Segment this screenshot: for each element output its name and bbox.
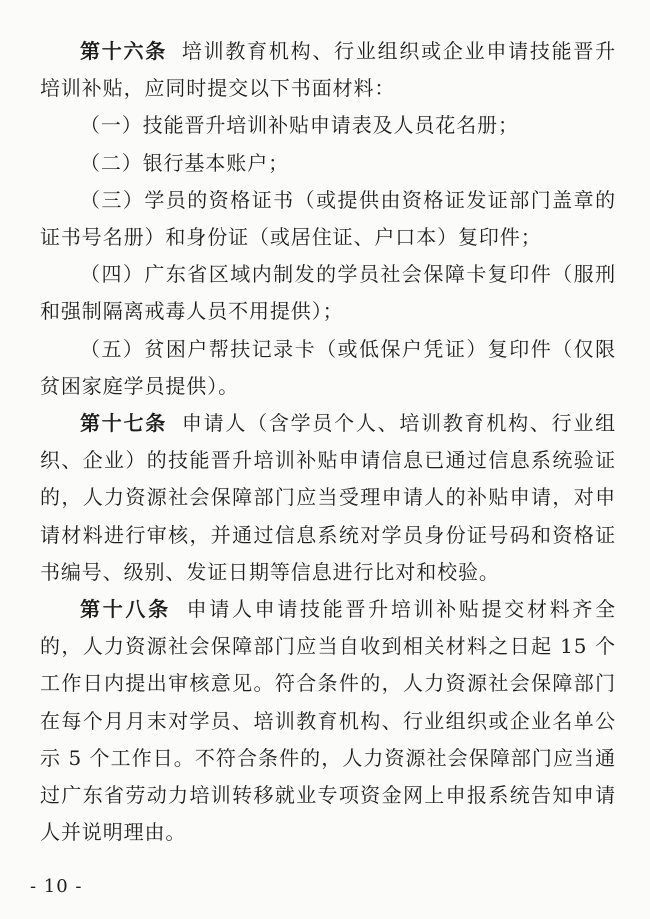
article-16-item-4: （四）广东省区域内制发的学员社会保障卡复印件（服刑和强制隔离戒毒人员不用提供）； — [40, 262, 616, 324]
article-16-item-5: （五）贫困户帮扶记录卡（或低保户凭证）复印件（仅限贫困家庭学员提供）。 — [40, 336, 616, 398]
article-17-title: 第十七条 — [80, 411, 167, 436]
article-18-title: 第十八条 — [80, 597, 171, 622]
page-number: - 10 - — [30, 876, 83, 897]
article-17-text: 申请人（含学员个人、培训教育机构、行业组织、企业）的技能晋升培训补贴申请信息已通过信息系统验证的，人力资源社会保障部门应当受理申请人的补贴申请，对申请材料进行审核，并通过信息系统对学员身份证号码和资格证书编号、级别、发证日期等信息进行比对和校验。 — [40, 411, 616, 584]
article-16-text: 培训教育机构、行业组织或企业申请技能晋升培训补贴，应同时提交以下书面材料： — [40, 39, 616, 101]
article-16-item-3: （三）学员的资格证书（或提供由资格证发证部门盖章的证书号名册）和身份证（或居住证、户口本）复印件； — [40, 187, 616, 250]
article-16-title: 第十六条 — [80, 39, 167, 63]
article-18 — [40, 591, 616, 851]
article-16-item-2: （二）银行基本账户； — [80, 150, 289, 175]
document-body — [40, 33, 616, 851]
article-16 — [40, 33, 616, 107]
article-16-item-1: （一）技能晋升培训补贴申请表及人员花名册； — [80, 113, 519, 138]
article-18-text: 申请人申请技能晋升培训补贴提交材料齐全的，人力资源社会保障部门应当自收到相关材料之日起 15 个工作日内提出审核意见。符合条件的，人力资源社会保障部门在每个月月末对学员、培训教育机构、行业组织或企业名单公示 5 个工作日。不符合条件的，人力资源社会保障部门应当通过广东省劳动力培训转移就业专项资金网上申报系统告知申请人并说明理由。 — [40, 597, 616, 845]
article-17 — [40, 405, 616, 591]
